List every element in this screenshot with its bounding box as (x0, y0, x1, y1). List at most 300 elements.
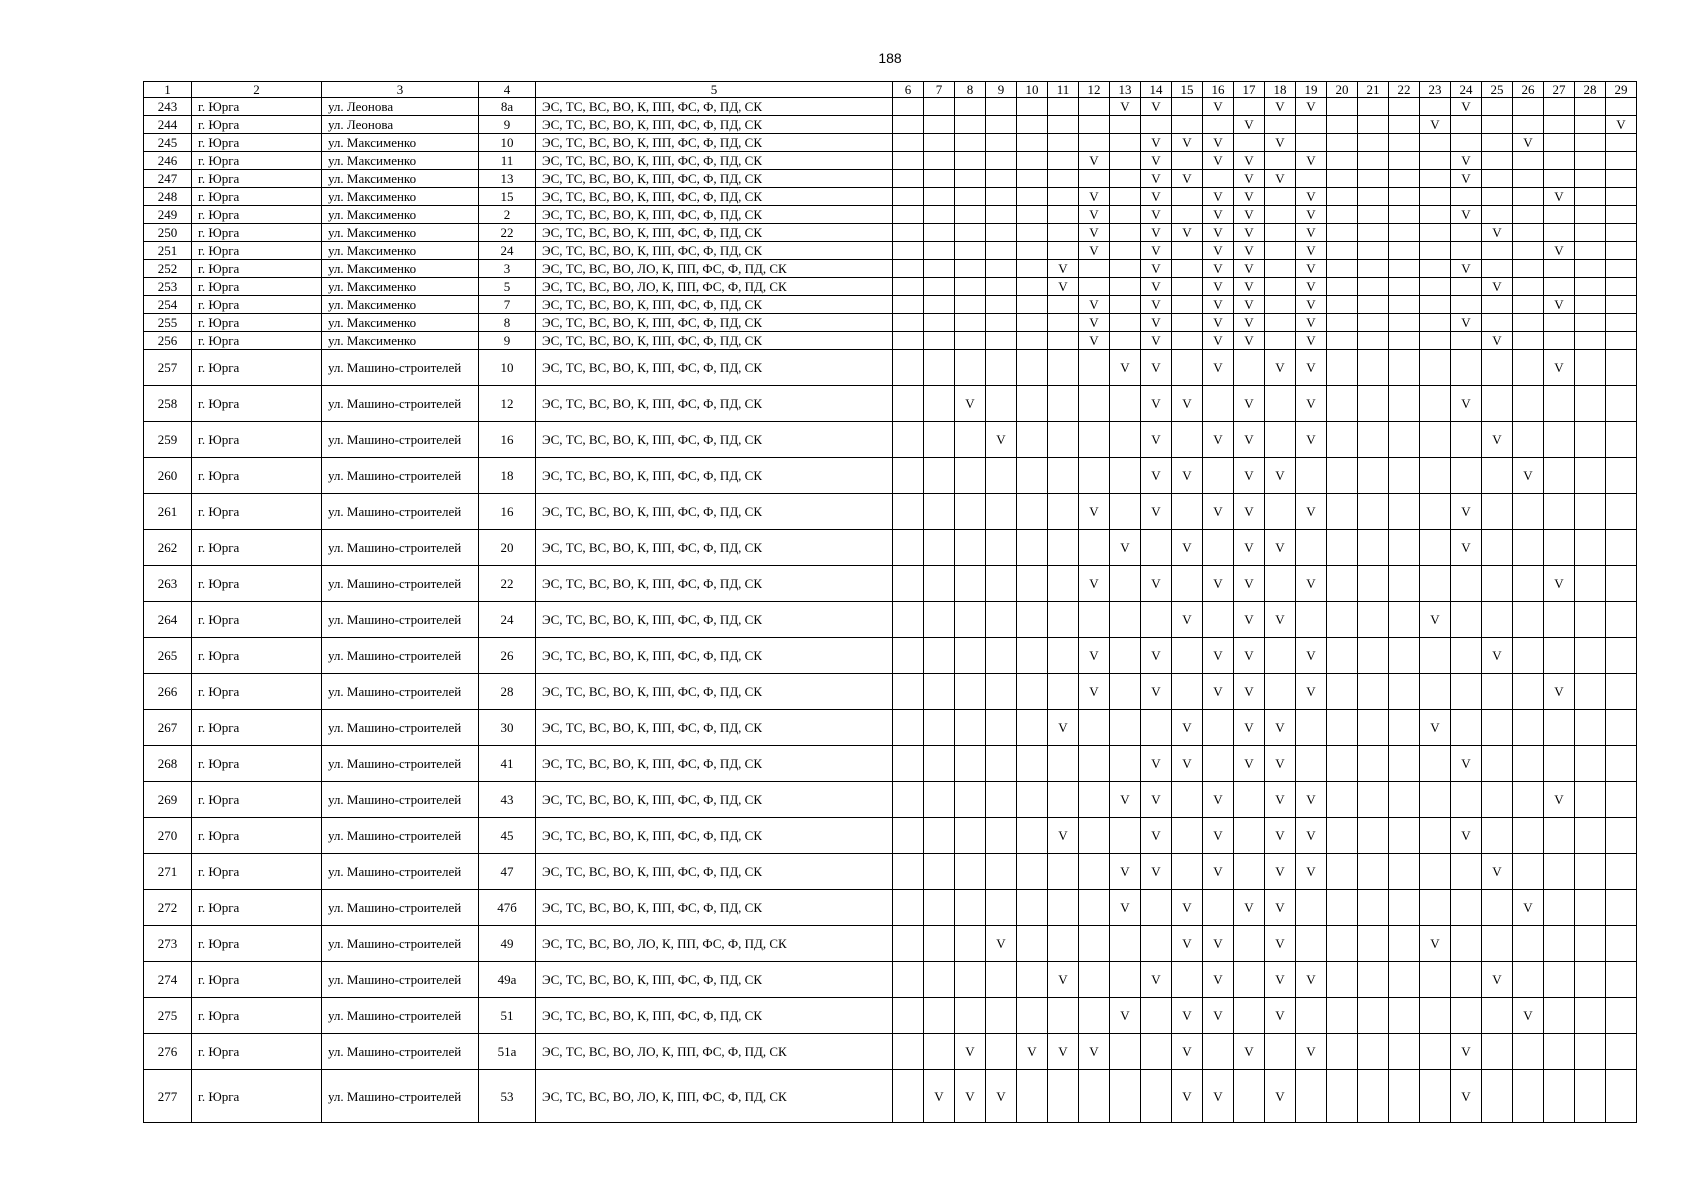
empty-cell (1575, 494, 1606, 530)
empty-cell (1606, 926, 1637, 962)
column-header: 16 (1203, 82, 1234, 98)
empty-cell (1482, 134, 1513, 152)
empty-cell (1513, 1070, 1544, 1123)
empty-cell (1389, 260, 1420, 278)
row-number: 275 (144, 998, 192, 1034)
empty-cell (1048, 998, 1079, 1034)
empty-cell (1327, 260, 1358, 278)
empty-cell (1389, 998, 1420, 1034)
table-row (144, 530, 1637, 566)
empty-cell (924, 1034, 955, 1070)
empty-cell (1358, 206, 1389, 224)
check-mark: V (1234, 116, 1265, 134)
empty-cell (1017, 782, 1048, 818)
empty-cell (955, 602, 986, 638)
empty-cell (1358, 962, 1389, 998)
city-cell: г. Юрга (192, 422, 322, 458)
empty-cell (955, 170, 986, 188)
empty-cell (1327, 962, 1358, 998)
empty-cell (1358, 926, 1389, 962)
services-cell: ЭС, ТС, ВС, ВО, ЛО, К, ПП, ФС, Ф, ПД, СК (536, 278, 893, 296)
empty-cell (1172, 152, 1203, 170)
empty-cell (955, 458, 986, 494)
street-cell: ул. Машино-строителей (322, 530, 479, 566)
empty-cell (1389, 296, 1420, 314)
empty-cell (1420, 494, 1451, 530)
empty-cell (1575, 674, 1606, 710)
house-number-cell: 7 (479, 296, 536, 314)
table-row (144, 134, 1637, 152)
empty-cell (893, 926, 924, 962)
empty-cell (1048, 422, 1079, 458)
empty-cell (924, 332, 955, 350)
page-number: 188 (878, 50, 902, 66)
table-row (144, 638, 1637, 674)
empty-cell (1079, 170, 1110, 188)
empty-cell (1265, 260, 1296, 278)
check-mark: V (1203, 242, 1234, 260)
column-header: 5 (536, 82, 893, 98)
empty-cell (1513, 206, 1544, 224)
check-mark: V (1203, 224, 1234, 242)
empty-cell (1544, 314, 1575, 332)
check-mark: V (1203, 494, 1234, 530)
empty-cell (1513, 296, 1544, 314)
empty-cell (1358, 332, 1389, 350)
empty-cell (1265, 206, 1296, 224)
empty-cell (1110, 422, 1141, 458)
services-cell: ЭС, ТС, ВС, ВО, К, ПП, ФС, Ф, ПД, СК (536, 746, 893, 782)
check-mark: V (1420, 926, 1451, 962)
empty-cell (1079, 602, 1110, 638)
empty-cell (1575, 278, 1606, 296)
empty-cell (1048, 926, 1079, 962)
city-cell: г. Юрга (192, 818, 322, 854)
city-cell: г. Юрга (192, 530, 322, 566)
check-mark: V (1079, 152, 1110, 170)
empty-cell (1265, 674, 1296, 710)
services-cell: ЭС, ТС, ВС, ВО, К, ПП, ФС, Ф, ПД, СК (536, 782, 893, 818)
empty-cell (1358, 152, 1389, 170)
empty-cell (1575, 818, 1606, 854)
empty-cell (1389, 818, 1420, 854)
empty-cell (1575, 782, 1606, 818)
empty-cell (1482, 314, 1513, 332)
column-header: 26 (1513, 82, 1544, 98)
street-cell: ул. Машино-строителей (322, 638, 479, 674)
column-header: 3 (322, 82, 479, 98)
table-row (144, 206, 1637, 224)
street-cell: ул. Машино-строителей (322, 854, 479, 890)
city-cell: г. Юрга (192, 116, 322, 134)
empty-cell (924, 602, 955, 638)
empty-cell (1389, 134, 1420, 152)
services-cell: ЭС, ТС, ВС, ВО, К, ПП, ФС, Ф, ПД, СК (536, 350, 893, 386)
empty-cell (1606, 98, 1637, 116)
row-number: 248 (144, 188, 192, 206)
empty-cell (1513, 188, 1544, 206)
check-mark: V (1172, 458, 1203, 494)
check-mark: V (1203, 818, 1234, 854)
table-row (144, 494, 1637, 530)
empty-cell (955, 422, 986, 458)
empty-cell (1141, 530, 1172, 566)
check-mark: V (1296, 152, 1327, 170)
empty-cell (1110, 566, 1141, 602)
city-cell: г. Юрга (192, 746, 322, 782)
check-mark: V (1451, 1070, 1482, 1123)
empty-cell (924, 962, 955, 998)
empty-cell (986, 188, 1017, 206)
empty-cell (1420, 260, 1451, 278)
empty-cell (1265, 638, 1296, 674)
empty-cell (1606, 566, 1637, 602)
services-cell: ЭС, ТС, ВС, ВО, К, ПП, ФС, Ф, ПД, СК (536, 854, 893, 890)
empty-cell (1048, 458, 1079, 494)
empty-cell (1513, 1034, 1544, 1070)
empty-cell (986, 746, 1017, 782)
empty-cell (1482, 782, 1513, 818)
empty-cell (1575, 134, 1606, 152)
check-mark: V (1141, 566, 1172, 602)
check-mark: V (1110, 98, 1141, 116)
check-mark: V (1234, 530, 1265, 566)
services-cell: ЭС, ТС, ВС, ВО, К, ПП, ФС, Ф, ПД, СК (536, 674, 893, 710)
check-mark: V (1141, 224, 1172, 242)
table-row (144, 782, 1637, 818)
empty-cell (1420, 242, 1451, 260)
check-mark: V (1048, 710, 1079, 746)
empty-cell (1606, 278, 1637, 296)
empty-cell (1110, 314, 1141, 332)
empty-cell (1358, 278, 1389, 296)
empty-cell (1482, 566, 1513, 602)
empty-cell (1079, 890, 1110, 926)
check-mark: V (1234, 206, 1265, 224)
row-number: 271 (144, 854, 192, 890)
table-row (144, 332, 1637, 350)
empty-cell (1606, 260, 1637, 278)
house-number-cell: 9 (479, 116, 536, 134)
row-number: 257 (144, 350, 192, 386)
check-mark: V (1048, 962, 1079, 998)
street-cell: ул. Машино-строителей (322, 674, 479, 710)
empty-cell (1420, 422, 1451, 458)
city-cell: г. Юрга (192, 494, 322, 530)
check-mark: V (1234, 710, 1265, 746)
empty-cell (1048, 602, 1079, 638)
table-row (144, 746, 1637, 782)
house-number-cell: 49а (479, 962, 536, 998)
empty-cell (924, 494, 955, 530)
column-header: 13 (1110, 82, 1141, 98)
empty-cell (1606, 152, 1637, 170)
check-mark: V (1203, 350, 1234, 386)
check-mark: V (1172, 1034, 1203, 1070)
empty-cell (1451, 926, 1482, 962)
empty-cell (1358, 98, 1389, 116)
city-cell: г. Юрга (192, 350, 322, 386)
city-cell: г. Юрга (192, 962, 322, 998)
empty-cell (1265, 422, 1296, 458)
empty-cell (986, 170, 1017, 188)
city-cell: г. Юрга (192, 242, 322, 260)
column-header: 27 (1544, 82, 1575, 98)
empty-cell (893, 206, 924, 224)
empty-cell (1265, 332, 1296, 350)
row-number: 267 (144, 710, 192, 746)
empty-cell (924, 998, 955, 1034)
check-mark: V (1296, 224, 1327, 242)
empty-cell (1110, 134, 1141, 152)
empty-cell (1606, 854, 1637, 890)
check-mark: V (1203, 566, 1234, 602)
check-mark: V (1234, 314, 1265, 332)
check-mark: V (1203, 152, 1234, 170)
empty-cell (1389, 116, 1420, 134)
empty-cell (893, 890, 924, 926)
empty-cell (1358, 494, 1389, 530)
check-mark: V (1234, 170, 1265, 188)
city-cell: г. Юрга (192, 458, 322, 494)
check-mark: V (1234, 1034, 1265, 1070)
services-cell: ЭС, ТС, ВС, ВО, ЛО, К, ПП, ФС, Ф, ПД, СК (536, 260, 893, 278)
services-cell: ЭС, ТС, ВС, ВО, К, ПП, ФС, Ф, ПД, СК (536, 188, 893, 206)
empty-cell (986, 458, 1017, 494)
empty-cell (893, 998, 924, 1034)
empty-cell (893, 116, 924, 134)
empty-cell (1358, 566, 1389, 602)
row-number: 258 (144, 386, 192, 422)
check-mark: V (1296, 98, 1327, 116)
empty-cell (1017, 854, 1048, 890)
empty-cell (955, 188, 986, 206)
empty-cell (1513, 638, 1544, 674)
empty-cell (1544, 638, 1575, 674)
check-mark: V (1079, 1034, 1110, 1070)
services-cell: ЭС, ТС, ВС, ВО, К, ПП, ФС, Ф, ПД, СК (536, 296, 893, 314)
services-cell: ЭС, ТС, ВС, ВО, К, ПП, ФС, Ф, ПД, СК (536, 602, 893, 638)
check-mark: V (1141, 278, 1172, 296)
empty-cell (1451, 116, 1482, 134)
empty-cell (1172, 494, 1203, 530)
empty-cell (1544, 260, 1575, 278)
empty-cell (1482, 188, 1513, 206)
column-header: 22 (1389, 82, 1420, 98)
check-mark: V (1296, 188, 1327, 206)
empty-cell (1606, 674, 1637, 710)
check-mark: V (1141, 962, 1172, 998)
empty-cell (1017, 746, 1048, 782)
empty-cell (955, 350, 986, 386)
empty-cell (1544, 746, 1575, 782)
empty-cell (893, 962, 924, 998)
city-cell: г. Юрга (192, 278, 322, 296)
house-number-cell: 20 (479, 530, 536, 566)
empty-cell (1203, 458, 1234, 494)
house-number-cell: 49 (479, 926, 536, 962)
data-table (143, 81, 1637, 1123)
empty-cell (1110, 224, 1141, 242)
city-cell: г. Юрга (192, 638, 322, 674)
empty-cell (955, 530, 986, 566)
empty-cell (986, 296, 1017, 314)
services-cell: ЭС, ТС, ВС, ВО, ЛО, К, ПП, ФС, Ф, ПД, СК (536, 1070, 893, 1123)
empty-cell (1513, 602, 1544, 638)
empty-cell (1606, 746, 1637, 782)
check-mark: V (955, 1034, 986, 1070)
empty-cell (1420, 188, 1451, 206)
empty-cell (1017, 638, 1048, 674)
empty-cell (893, 170, 924, 188)
empty-cell (1110, 674, 1141, 710)
empty-cell (1358, 998, 1389, 1034)
check-mark: V (1451, 170, 1482, 188)
empty-cell (1389, 1034, 1420, 1070)
services-cell: ЭС, ТС, ВС, ВО, К, ПП, ФС, Ф, ПД, СК (536, 962, 893, 998)
table-row (144, 710, 1637, 746)
empty-cell (1544, 530, 1575, 566)
house-number-cell: 3 (479, 260, 536, 278)
table-row (144, 1070, 1637, 1123)
empty-cell (1544, 332, 1575, 350)
house-number-cell: 5 (479, 278, 536, 296)
empty-cell (1451, 566, 1482, 602)
services-cell: ЭС, ТС, ВС, ВО, К, ПП, ФС, Ф, ПД, СК (536, 206, 893, 224)
services-cell: ЭС, ТС, ВС, ВО, ЛО, К, ПП, ФС, Ф, ПД, СК (536, 1034, 893, 1070)
empty-cell (1575, 710, 1606, 746)
check-mark: V (1141, 494, 1172, 530)
check-mark: V (1141, 152, 1172, 170)
empty-cell (1110, 170, 1141, 188)
empty-cell (1110, 458, 1141, 494)
street-cell: ул. Машино-строителей (322, 962, 479, 998)
empty-cell (1544, 494, 1575, 530)
table-row (144, 188, 1637, 206)
empty-cell (1327, 206, 1358, 224)
column-header: 23 (1420, 82, 1451, 98)
empty-cell (955, 332, 986, 350)
empty-cell (1513, 314, 1544, 332)
empty-cell (1110, 494, 1141, 530)
check-mark: V (1544, 674, 1575, 710)
empty-cell (1358, 710, 1389, 746)
empty-cell (1234, 962, 1265, 998)
empty-cell (1606, 206, 1637, 224)
empty-cell (1203, 1034, 1234, 1070)
empty-cell (1575, 260, 1606, 278)
empty-cell (1606, 1034, 1637, 1070)
check-mark: V (1265, 350, 1296, 386)
empty-cell (955, 710, 986, 746)
empty-cell (986, 962, 1017, 998)
table-body (144, 82, 1637, 1123)
empty-cell (1172, 296, 1203, 314)
column-header: 12 (1079, 82, 1110, 98)
check-mark: V (1048, 278, 1079, 296)
city-cell: г. Юрга (192, 710, 322, 746)
empty-cell (1265, 494, 1296, 530)
check-mark: V (1110, 890, 1141, 926)
check-mark: V (1296, 962, 1327, 998)
check-mark: V (1265, 458, 1296, 494)
empty-cell (1234, 998, 1265, 1034)
empty-cell (893, 854, 924, 890)
check-mark: V (1451, 98, 1482, 116)
empty-cell (924, 188, 955, 206)
check-mark: V (1172, 710, 1203, 746)
empty-cell (1141, 116, 1172, 134)
check-mark: V (1079, 242, 1110, 260)
house-number-cell: 28 (479, 674, 536, 710)
column-header: 7 (924, 82, 955, 98)
empty-cell (1265, 566, 1296, 602)
services-cell: ЭС, ТС, ВС, ВО, К, ПП, ФС, Ф, ПД, СК (536, 638, 893, 674)
check-mark: V (1172, 530, 1203, 566)
empty-cell (1513, 332, 1544, 350)
check-mark: V (1203, 98, 1234, 116)
check-mark: V (1296, 206, 1327, 224)
empty-cell (1544, 422, 1575, 458)
row-number: 250 (144, 224, 192, 242)
empty-cell (1451, 998, 1482, 1034)
check-mark: V (1234, 890, 1265, 926)
empty-cell (1606, 170, 1637, 188)
city-cell: г. Юрга (192, 1034, 322, 1070)
row-number: 244 (144, 116, 192, 134)
empty-cell (1327, 530, 1358, 566)
street-cell: ул. Машино-строителей (322, 1034, 479, 1070)
check-mark: V (1544, 188, 1575, 206)
empty-cell (1327, 854, 1358, 890)
row-number: 269 (144, 782, 192, 818)
city-cell: г. Юрга (192, 602, 322, 638)
empty-cell (1017, 242, 1048, 260)
empty-cell (1048, 296, 1079, 314)
empty-cell (1017, 278, 1048, 296)
empty-cell (1358, 116, 1389, 134)
empty-cell (1420, 962, 1451, 998)
empty-cell (955, 296, 986, 314)
street-cell: ул. Максименко (322, 188, 479, 206)
empty-cell (1327, 386, 1358, 422)
empty-cell (1327, 134, 1358, 152)
house-number-cell: 9 (479, 332, 536, 350)
empty-cell (1389, 962, 1420, 998)
empty-cell (1327, 602, 1358, 638)
table-row (144, 242, 1637, 260)
empty-cell (1544, 224, 1575, 242)
empty-cell (986, 566, 1017, 602)
house-number-cell: 22 (479, 224, 536, 242)
empty-cell (1048, 530, 1079, 566)
services-cell: ЭС, ТС, ВС, ВО, К, ПП, ФС, Ф, ПД, СК (536, 530, 893, 566)
empty-cell (1513, 224, 1544, 242)
check-mark: V (1296, 854, 1327, 890)
empty-cell (1420, 782, 1451, 818)
empty-cell (924, 350, 955, 386)
empty-cell (1606, 422, 1637, 458)
empty-cell (986, 350, 1017, 386)
empty-cell (1544, 386, 1575, 422)
empty-cell (1017, 206, 1048, 224)
empty-cell (1451, 422, 1482, 458)
empty-cell (1358, 296, 1389, 314)
empty-cell (1172, 638, 1203, 674)
empty-cell (1575, 224, 1606, 242)
empty-cell (986, 530, 1017, 566)
empty-cell (1110, 638, 1141, 674)
